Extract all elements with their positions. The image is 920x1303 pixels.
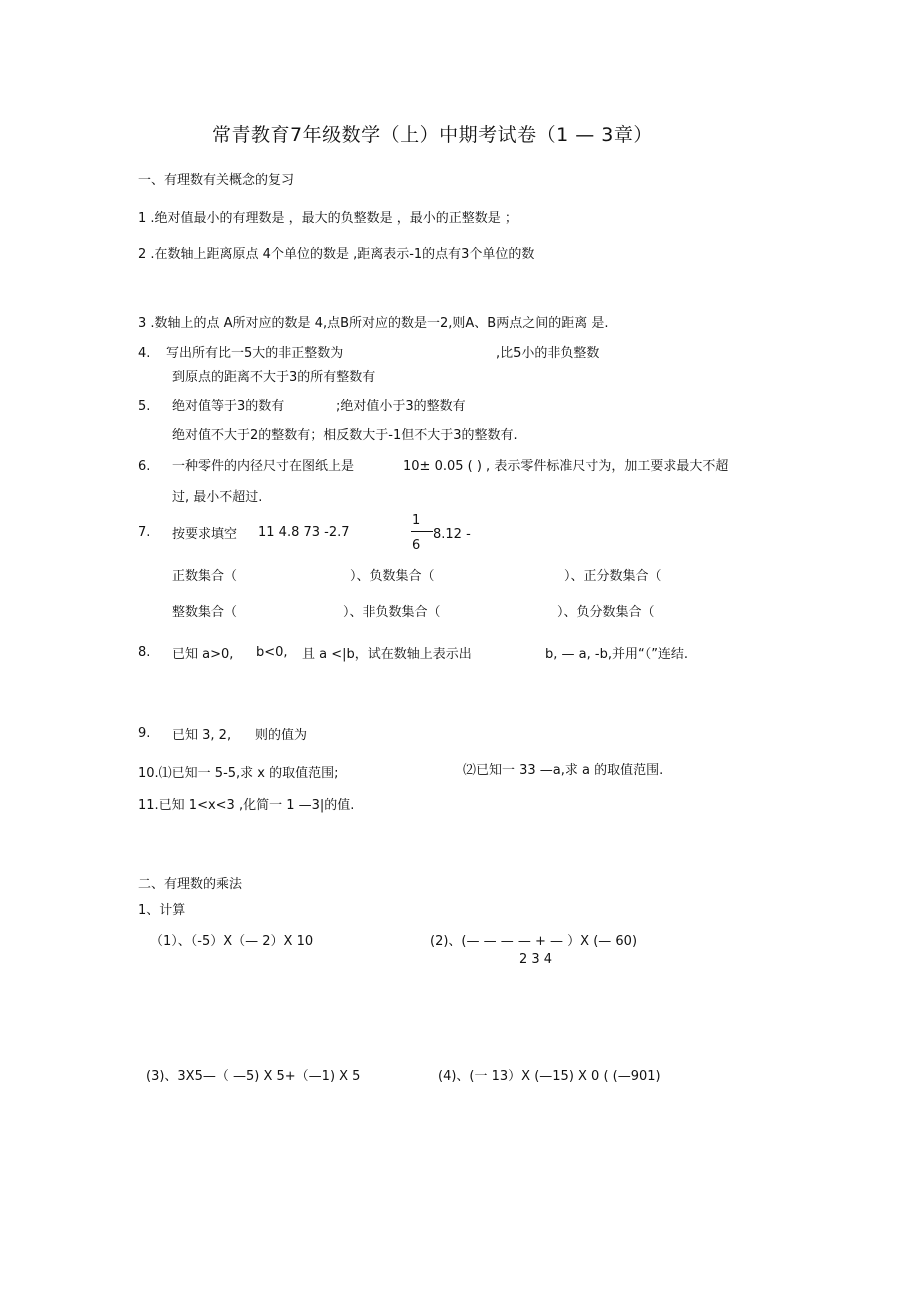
question-7-set-nonnegative: ）、非负数集合（	[343, 605, 441, 620]
question-9-part-a: 已知 3, 2,	[172, 728, 232, 743]
calc-problem-3: (3)、3X5—（ —5) X 5+（—1) X 5	[146, 1069, 361, 1084]
section2-subheading: 1、计算	[138, 903, 186, 918]
question-4-line1a: 写出所有比一5大的非正整数为	[166, 346, 344, 361]
question-7-fraction-bar	[411, 531, 433, 532]
question-7-set-positive: 正数集合（	[172, 569, 238, 584]
question-7-fraction-numerator: 1	[412, 513, 421, 528]
calc-problem-2: (2)、(— — — — + — ）X (— 60)	[430, 934, 638, 949]
question-7-fraction-denominator: 6	[412, 538, 421, 553]
question-4-line2: 到原点的距离不大于3的所有整数有	[172, 370, 376, 385]
question-6-line1b: 10± 0.05 ( ) , 表示零件标准尺寸为，加工要求最大不超	[403, 459, 729, 474]
question-5-line1b: ;绝对值小于3的整数有	[336, 399, 466, 414]
question-8-part-c: 且 a <|b，试在数轴上表示出	[302, 647, 472, 662]
question-5-number: 5.	[138, 399, 151, 414]
question-9-number: 9.	[138, 726, 151, 741]
question-5-line2: 绝对值不大于2的整数有；相反数大于-1但不大于3的整数有.	[172, 428, 518, 443]
question-6-line2: 过, 最小不超过.	[172, 490, 263, 505]
question-7-set-integer: 整数集合（	[172, 605, 238, 620]
question-10-part-2: ⑵已知一 33 —a,求 a 的取值范围.	[463, 763, 664, 778]
question-7-set-negative: ）、负数集合（	[350, 569, 435, 584]
question-5-line1a: 绝对值等于3的数有	[172, 399, 285, 414]
question-4-line1b: ,比5小的非负整数	[496, 346, 600, 361]
question-7-set-positive-fraction: ）、正分数集合（	[564, 569, 662, 584]
calc-problem-2-denominators: 2 3 4	[519, 952, 553, 967]
calc-problem-4: (4)、(一 13）X (—15) X 0 ( (—901)	[438, 1069, 661, 1084]
question-8-number: 8.	[138, 645, 151, 660]
question-7-values: 11 4.8 73 -2.7	[258, 525, 350, 540]
question-8-part-a: 已知 a>0,	[172, 647, 234, 662]
question-8-part-d: b, — a, -b,并用“（”连结.	[545, 647, 689, 662]
question-2: 2 .在数轴上距离原点 4个单位的数是 ,距离表示-1的点有3个单位的数	[138, 247, 535, 262]
question-11: 11.已知 1<x<3 ,化简一 1 —3|的值.	[138, 798, 355, 813]
section2-heading: 二、有理数的乘法	[138, 877, 243, 892]
question-7-number: 7.	[138, 525, 151, 540]
calc-problem-1: （1）、（-5）X（— 2）X 10	[150, 934, 314, 949]
question-7-set-negative-fraction: ）、负分数集合（	[557, 605, 655, 620]
question-4-number: 4.	[138, 346, 151, 361]
page-title: 常青教育7年级数学（上）中期考试卷（1 — 3章）	[212, 124, 653, 146]
question-6-number: 6.	[138, 459, 151, 474]
question-3: 3 .数轴上的点 A所对应的数是 4,点B所对应的数是一2,则A、B两点之间的距离 是.	[138, 316, 609, 331]
question-8-part-b: b<0,	[256, 645, 288, 660]
question-1: 1 .绝对值最小的有理数是 ，最大的负整数是 ，最小的正整数是 ；	[138, 211, 518, 226]
question-10-part-1: 10.⑴已知一 5-5,求 x 的取值范围;	[138, 766, 339, 781]
question-7-after-fraction: 8.12 -	[433, 527, 471, 542]
question-7-label: 按要求填空	[172, 527, 238, 542]
question-6-line1a: 一种零件的内径尺寸在图纸上是	[172, 459, 355, 474]
section1-heading: 一、有理数有关概念的复习	[138, 173, 295, 188]
question-9-part-b: 则的值为	[255, 728, 308, 743]
